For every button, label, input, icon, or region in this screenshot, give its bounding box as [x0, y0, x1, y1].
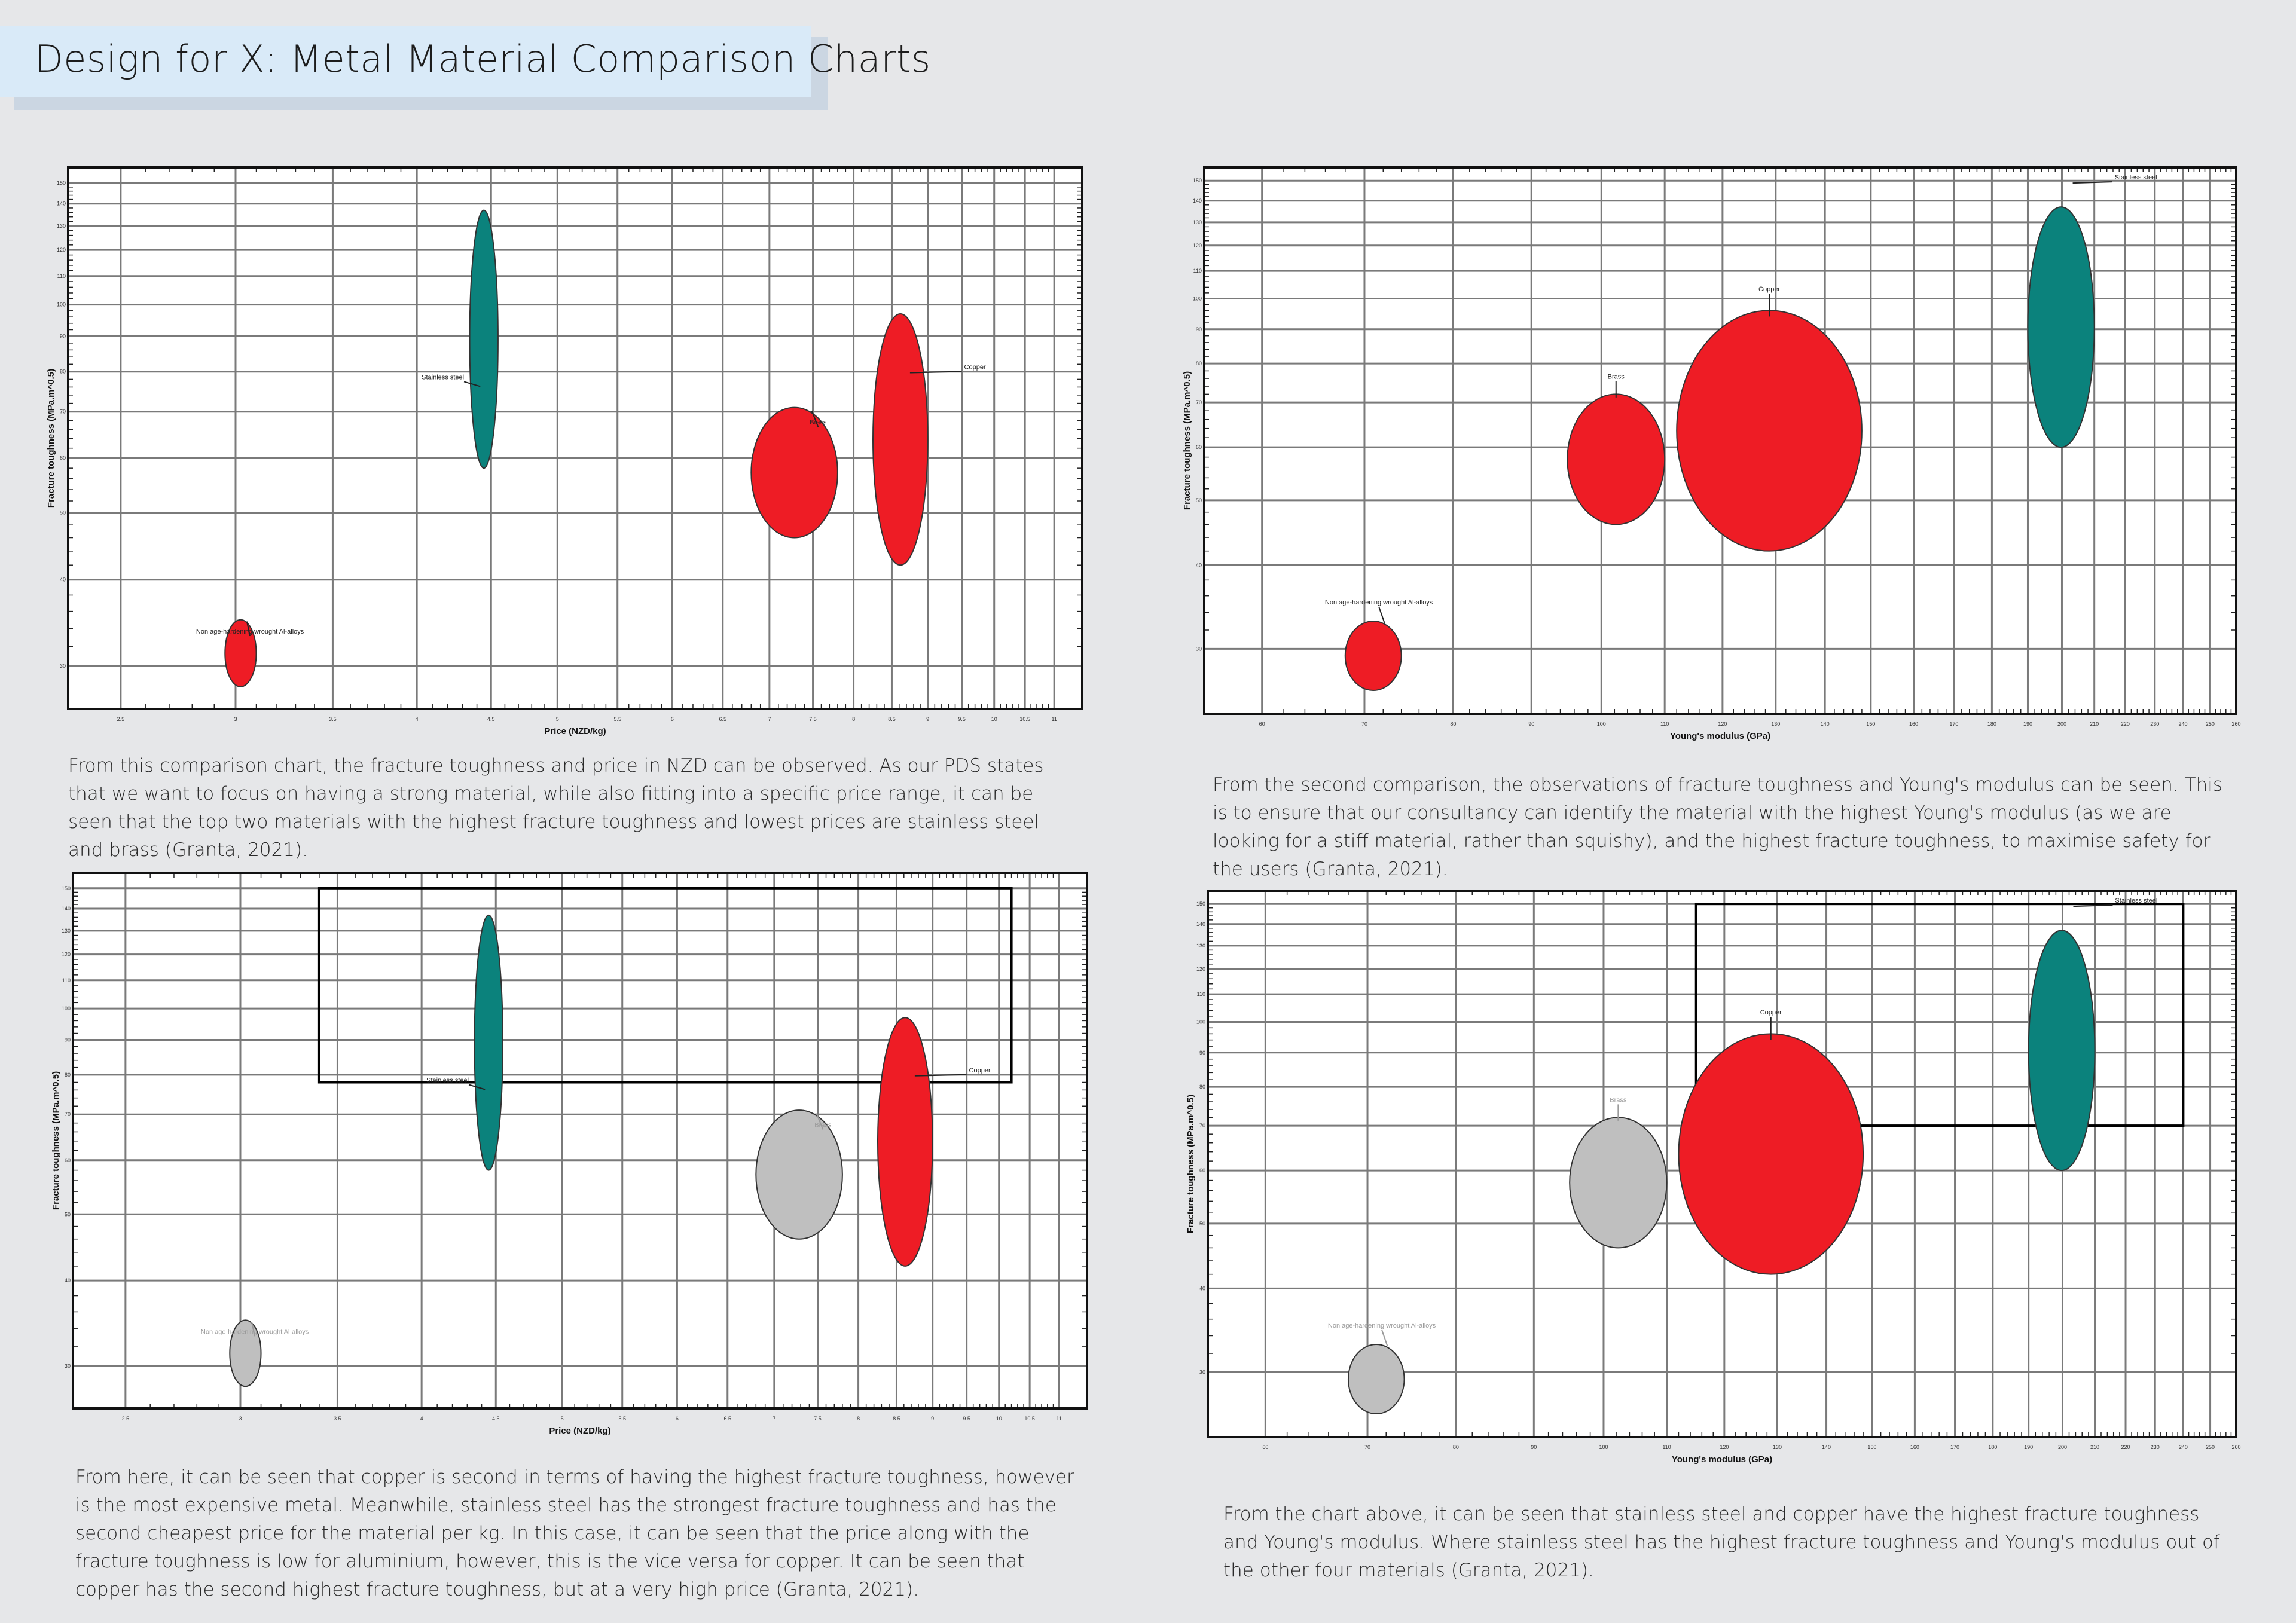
x-tick-label: 200 — [2057, 1444, 2068, 1450]
bubble-brass — [1570, 1117, 1666, 1248]
x-tick-label: 5.5 — [613, 716, 621, 722]
x-tick-label: 8.5 — [893, 1416, 900, 1422]
y-tick-label: 150 — [61, 885, 71, 891]
x-tick-label: 10 — [991, 716, 997, 722]
y-tick-label: 130 — [1192, 219, 1202, 225]
x-tick-label: 10.5 — [1024, 1416, 1035, 1422]
chart-modulus-vs-toughness-highlighted — [1186, 886, 2241, 1472]
y-tick-label: 140 — [1196, 921, 1205, 927]
x-tick-label: 4.5 — [487, 716, 495, 722]
bubble-copper — [1678, 1034, 1863, 1274]
x-tick-label: 240 — [2178, 1444, 2188, 1450]
x-tick-label: 170 — [1949, 721, 1959, 727]
x-tick-label: 7.5 — [814, 1416, 822, 1422]
x-tick-label: 150 — [1867, 1444, 1877, 1450]
y-tick-label: 110 — [1196, 991, 1205, 998]
y-tick-label: 100 — [1196, 1019, 1205, 1025]
x-tick-label: 110 — [1662, 1444, 1671, 1450]
x-tick-label: 230 — [2150, 721, 2160, 727]
caption-chart-2: From the second comparison, the observations of fracture toughness and Young's modulus can be seen. This is to ensure that our consultancy can identify the material with the highest Young's modulus (as we are looking for a stiff material, rather than squishy), and the highest fracture toughness, to maximise safety for the users (Granta, 2021). — [1213, 774, 2222, 880]
page-title: Design for X: Metal Material Comparison Charts — [35, 37, 931, 81]
y-tick-label: 120 — [1196, 965, 1205, 972]
caption-chart-3: From here, it can be seen that copper is second in terms of having the highest fracture toughness, however is the most expensive metal. Meanwhile, stainless steel has the strongest fracture toughness and has the second cheapest price for the material per kg. In this case, it can be seen that the price along with the fracture toughness is low for aluminium, however, this is the vice versa for copper. It can be seen that copper has the second highest fracture toughness, but at a very high price (Granta, 2021). — [75, 1466, 1074, 1600]
bubble-stainless-steel — [2029, 930, 2095, 1170]
y-tick-label: 110 — [62, 977, 71, 983]
x-tick-label: 8.5 — [888, 716, 896, 722]
label-brass: Brass — [1610, 1096, 1627, 1104]
x-axis-label: Young's modulus (GPa) — [1669, 731, 1771, 741]
x-tick-label: 3.5 — [334, 1416, 341, 1422]
x-tick-label: 180 — [1988, 1444, 1998, 1450]
y-tick-label: 60 — [1199, 1167, 1205, 1174]
label-stainless-steel: Stainless steel — [426, 1077, 469, 1084]
x-tick-label: 90 — [1528, 721, 1535, 727]
x-tick-label: 80 — [1450, 721, 1457, 727]
x-tick-label: 4 — [420, 1416, 423, 1422]
bubble-copper — [873, 314, 928, 565]
y-tick-label: 90 — [59, 333, 66, 340]
x-tick-label: 9.5 — [963, 1416, 970, 1422]
label-copper: Copper — [1758, 286, 1781, 294]
y-tick-label: 60 — [1195, 444, 1202, 451]
y-tick-label: 30 — [59, 663, 66, 670]
x-tick-label: 220 — [2121, 1444, 2130, 1450]
x-tick-label: 7 — [773, 1416, 776, 1422]
y-axis-label: Fracture toughness (MPa.m^0.5) — [46, 368, 56, 508]
chart-svg — [1186, 886, 2241, 1472]
caption-chart-4: From the chart above, it can be seen that stainless steel and copper have the highest fracture toughness and Young's modulus. Where stainless steel has the highest fracture toughness and Young's modulus out of the other four materials (Granta, 2021). — [1223, 1503, 2220, 1581]
x-tick-label: 210 — [2090, 721, 2099, 727]
y-tick-label: 30 — [1199, 1369, 1205, 1376]
x-tick-label: 10.5 — [1019, 716, 1030, 722]
label-non-age-hardening-wrought-al-alloys: Non age-hardening wrought Al-alloys — [196, 628, 304, 635]
bubble-stainless-steel — [2028, 207, 2094, 447]
x-tick-label: 9 — [926, 716, 930, 722]
y-tick-label: 100 — [56, 301, 66, 308]
label-brass: Brass — [1607, 373, 1625, 381]
x-tick-label: 9 — [931, 1416, 935, 1422]
bubble-copper — [878, 1017, 933, 1266]
bubble-stainless-steel — [475, 915, 503, 1170]
y-tick-label: 40 — [1195, 562, 1202, 568]
y-tick-label: 110 — [57, 273, 66, 279]
y-tick-label: 40 — [1199, 1285, 1205, 1292]
y-tick-label: 140 — [56, 200, 66, 207]
y-tick-label: 80 — [1199, 1084, 1205, 1090]
y-tick-label: 120 — [1192, 242, 1202, 249]
x-tick-label: 4 — [415, 716, 419, 722]
chart-modulus-vs-toughness — [1183, 163, 2241, 748]
y-tick-label: 80 — [1195, 360, 1202, 367]
label-non-age-hardening-wrought-al-alloys: Non age-hardening wrought Al-alloys — [1327, 1322, 1436, 1329]
x-tick-label: 160 — [1910, 1444, 1919, 1450]
y-tick-label: 40 — [59, 576, 66, 583]
y-tick-label: 70 — [1199, 1123, 1205, 1129]
x-tick-label: 230 — [2150, 1444, 2160, 1450]
y-axis-label: Fracture toughness (MPa.m^0.5) — [51, 1071, 61, 1211]
x-tick-label: 120 — [1718, 721, 1727, 727]
x-tick-label: 140 — [1822, 1444, 1831, 1450]
y-tick-label: 150 — [1196, 901, 1205, 907]
x-tick-label: 4.5 — [492, 1416, 500, 1422]
x-tick-label: 5 — [560, 1416, 564, 1422]
y-tick-label: 40 — [64, 1277, 71, 1284]
y-tick-label: 50 — [1195, 497, 1202, 503]
bubble-brass — [751, 408, 838, 538]
x-axis-label: Price (NZD/kg) — [549, 1426, 611, 1436]
label-stainless-steel: Stainless steel — [2114, 174, 2157, 182]
x-tick-label: 190 — [2024, 1444, 2034, 1450]
x-tick-label: 7 — [768, 716, 771, 722]
x-tick-label: 10 — [996, 1416, 1002, 1422]
x-tick-label: 60 — [1262, 1444, 1269, 1450]
label-stainless-steel: Stainless steel — [422, 374, 465, 381]
chart-price-vs-toughness-highlighted — [51, 868, 1092, 1443]
y-tick-label: 90 — [64, 1037, 71, 1043]
y-tick-label: 50 — [64, 1211, 71, 1218]
x-tick-label: 110 — [1660, 721, 1669, 727]
x-tick-label: 250 — [2205, 721, 2215, 727]
label-copper: Copper — [964, 363, 986, 371]
x-tick-label: 190 — [2023, 721, 2032, 727]
y-tick-label: 130 — [1196, 942, 1205, 949]
label-copper: Copper — [969, 1066, 991, 1074]
x-tick-label: 6 — [675, 1416, 679, 1422]
y-tick-label: 120 — [56, 247, 66, 253]
y-tick-label: 120 — [61, 951, 71, 958]
chart-svg — [1183, 163, 2241, 748]
x-tick-label: 80 — [1452, 1444, 1459, 1450]
x-tick-label: 180 — [1987, 721, 1996, 727]
y-tick-label: 80 — [59, 368, 66, 375]
x-tick-label: 220 — [2120, 721, 2130, 727]
chart-price-vs-toughness — [47, 163, 1087, 744]
label-non-age-hardening-wrought-al-alloys: Non age-hardening wrought Al-alloys — [1324, 598, 1433, 606]
y-tick-label: 30 — [64, 1362, 71, 1369]
y-tick-label: 70 — [64, 1111, 71, 1118]
y-tick-label: 50 — [59, 509, 66, 516]
y-axis-label: Fracture toughness (MPa.m^0.5) — [1182, 371, 1192, 511]
x-tick-label: 60 — [1259, 721, 1265, 727]
x-tick-label: 6.5 — [723, 1416, 732, 1422]
y-tick-label: 90 — [1195, 326, 1202, 332]
x-tick-label: 70 — [1361, 721, 1367, 727]
x-tick-label: 3 — [234, 716, 237, 722]
x-tick-label: 9.5 — [958, 716, 966, 722]
x-tick-label: 2.5 — [117, 716, 125, 722]
y-tick-label: 130 — [61, 927, 71, 934]
x-tick-label: 100 — [1596, 721, 1606, 727]
x-tick-label: 11 — [1056, 1416, 1062, 1422]
bubble-non-age-hardening-wrought-al-alloys — [1348, 1344, 1405, 1414]
y-tick-label: 70 — [59, 408, 66, 415]
chart-svg — [51, 868, 1092, 1443]
x-tick-label: 240 — [2178, 721, 2188, 727]
y-tick-label: 140 — [61, 906, 71, 912]
y-tick-label: 150 — [1192, 178, 1202, 184]
label-copper: Copper — [1760, 1009, 1782, 1017]
x-tick-label: 6 — [670, 716, 674, 722]
y-tick-label: 110 — [1193, 268, 1202, 274]
x-tick-label: 5 — [555, 716, 559, 722]
y-tick-label: 50 — [1199, 1220, 1205, 1227]
x-tick-label: 100 — [1599, 1444, 1608, 1450]
label-brass: Brass — [814, 1121, 832, 1129]
x-tick-label: 140 — [1820, 721, 1830, 727]
bubble-brass — [756, 1110, 842, 1239]
x-tick-label: 130 — [1771, 721, 1781, 727]
y-tick-label: 140 — [1192, 197, 1202, 204]
y-tick-label: 100 — [61, 1005, 71, 1012]
x-axis-label: Young's modulus (GPa) — [1671, 1454, 1773, 1465]
x-tick-label: 2.5 — [121, 1416, 130, 1422]
bubble-copper — [1677, 310, 1862, 551]
x-tick-label: 260 — [2231, 1444, 2241, 1450]
bubble-non-age-hardening-wrought-al-alloys — [1345, 621, 1402, 690]
y-tick-label: 60 — [64, 1157, 71, 1163]
x-tick-label: 3 — [239, 1416, 242, 1422]
y-tick-label: 60 — [59, 455, 66, 461]
y-axis-label: Fracture toughness (MPa.m^0.5) — [1186, 1094, 1196, 1234]
x-tick-label: 8 — [857, 1416, 860, 1422]
x-tick-label: 260 — [2231, 721, 2241, 727]
x-tick-label: 5.5 — [618, 1416, 626, 1422]
y-tick-label: 30 — [1195, 646, 1202, 652]
x-tick-label: 170 — [1950, 1444, 1960, 1450]
x-tick-label: 200 — [2057, 721, 2066, 727]
x-tick-label: 6.5 — [719, 716, 727, 722]
label-brass: Brass — [810, 419, 827, 427]
y-tick-label: 70 — [1195, 399, 1202, 406]
x-tick-label: 90 — [1531, 1444, 1537, 1450]
y-tick-label: 90 — [1199, 1049, 1205, 1056]
x-tick-label: 120 — [1720, 1444, 1729, 1450]
x-tick-label: 11 — [1051, 716, 1057, 722]
x-tick-label: 3.5 — [329, 716, 337, 722]
x-tick-label: 130 — [1772, 1444, 1782, 1450]
x-tick-label: 70 — [1364, 1444, 1371, 1450]
x-tick-label: 250 — [2206, 1444, 2215, 1450]
y-tick-label: 150 — [56, 180, 66, 187]
x-tick-label: 160 — [1909, 721, 1919, 727]
bubble-stainless-steel — [470, 210, 498, 469]
y-tick-label: 100 — [1192, 295, 1202, 302]
bubble-brass — [1567, 394, 1665, 524]
x-tick-label: 210 — [2090, 1444, 2100, 1450]
y-tick-label: 80 — [64, 1071, 71, 1078]
x-axis-label: Price (NZD/kg) — [544, 726, 606, 736]
x-tick-label: 7.5 — [809, 716, 817, 722]
x-tick-label: 150 — [1866, 721, 1876, 727]
chart-svg — [47, 163, 1087, 744]
label-stainless-steel: Stainless steel — [2115, 897, 2158, 905]
x-tick-label: 8 — [852, 716, 856, 722]
caption-chart-1: From this comparison chart, the fracture toughness and price in NZD can be observed. As our PDS states that we want to focus on having a strong material, while also fitting into a specific price range, it can be seen that the top two materials with the highest fracture toughness and lowest prices are stainless steel and brass (Granta, 2021). — [68, 755, 1044, 861]
label-non-age-hardening-wrought-al-alloys: Non age-hardening wrought Al-alloys — [200, 1328, 309, 1336]
y-tick-label: 130 — [56, 222, 66, 229]
